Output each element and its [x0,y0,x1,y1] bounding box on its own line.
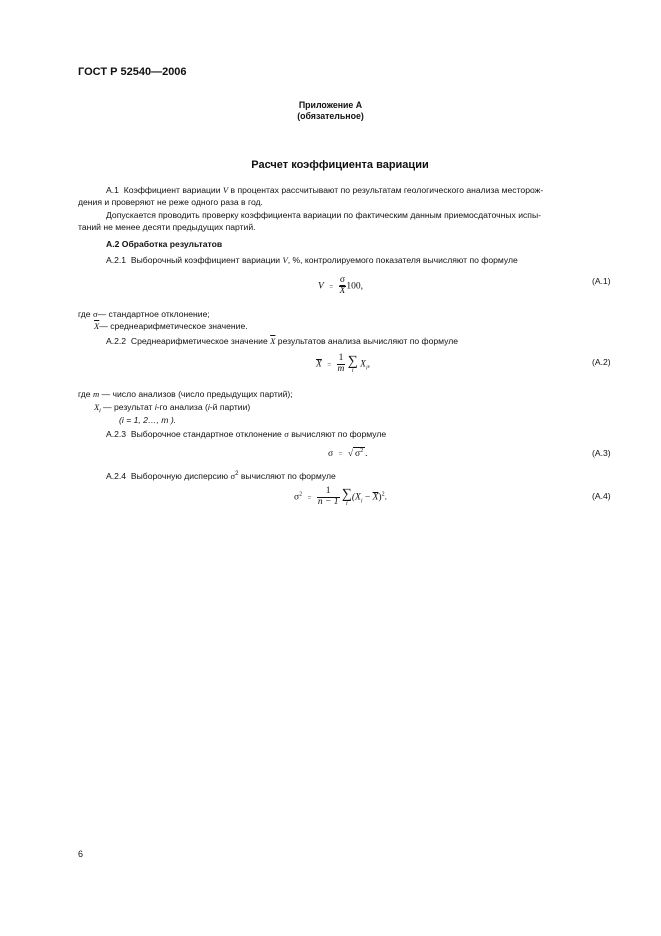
formula-tag-a3: (А.3) [592,448,611,458]
section-a2-heading: А.2 Обработка результатов [106,239,223,249]
text: — стандартное отклонение; [97,309,210,319]
symbol-i: i [207,402,210,412]
page-number: 6 [78,849,84,859]
symbol-sigma: σ [92,309,98,319]
formula-tail: 100, [346,281,363,292]
symbol-i: i [154,402,157,412]
symbol-index: i [99,408,101,415]
symbol-sigma: σ [355,449,361,460]
minus-sign: − [362,492,373,503]
radical-sign: √ [347,449,354,460]
where-m [78,389,293,400]
exponent: 2 [235,471,239,478]
text: где [78,309,93,319]
formula-lhs: $\overline{X}$ [316,359,322,370]
where-i-range: (i = 1, 2…, m ). [119,415,177,425]
text: вычисляют по формуле [238,471,336,481]
denominator: X [339,285,346,296]
term: X [360,359,366,370]
radicand [353,447,368,461]
clause-number: А.2.4 [106,471,127,481]
section-title: Расчет коэффициента вариации [251,159,429,171]
paragraph-allow-line2: таний не менее десяти предыдущих партий. [78,222,256,232]
equals-sign: = [327,360,332,369]
appendix-subtitle: (обязательное) [297,111,364,121]
text: в процентах рассчитывают по результатам геологического анализа месторож- [228,185,544,195]
paragraph-a1-line1 [106,185,543,196]
sum [348,355,358,374]
where-sigma [78,309,210,320]
paragraph-allow-line1: Допускается проводить проверку коэффициента вариации по фактическим данным приемосдаточных испы- [106,210,541,220]
formula-lhs: σ [328,449,334,460]
formula-tail: , [367,359,370,370]
symbol-sigma: σ [284,429,289,439]
text: Выборочный коэффициент вариации [130,255,283,265]
clause-number: А.2.2 [106,336,127,346]
sum-sign: ∑ [347,353,358,369]
fraction [337,354,346,375]
formula-tail: . [384,492,387,503]
paragraph-a1-line2: дения и проверяют не реже одного раза в год. [78,197,263,207]
sum-index: i [346,500,348,507]
exponent: 2 [299,491,303,498]
sum-sign: ∑ [341,486,352,502]
formula-a3 [328,447,368,461]
text: результатов анализа вычисляют по формуле [275,336,459,346]
equals-sign: = [338,450,343,459]
formula-a1 [318,276,363,297]
text: — число анализов (число предыдущих партий); [99,389,293,399]
term-close: ) [378,492,382,503]
fraction [317,487,340,508]
clause-number: А.2.1 [106,255,127,265]
text: — среднеарифметическое значение. [99,321,248,331]
formula-tail: . [365,449,368,460]
formula-lhs: σ [294,492,300,503]
denominator: m [337,363,345,374]
denominator: n − 1 [317,496,339,507]
symbol-x: X [94,402,100,412]
clause-number: А.1 [106,185,119,195]
sum-index: i [351,367,354,374]
text: где [78,389,93,399]
var-v: V [282,255,288,265]
equals-sign: = [329,282,334,291]
symbol-sigma: σ [230,471,236,481]
term-open: (X [351,492,361,503]
formula-tag-a4: (А.4) [592,491,611,501]
formula-a4 [294,487,387,508]
clause-number: А.2.3 [106,429,127,439]
symbol-xbar: $\overline{X}$ [372,492,379,503]
numerator: 1 [337,354,346,365]
formula-lhs: V [318,281,324,292]
text: Среднеарифметическое значение [130,336,271,346]
symbol-xbar: $\overline{X}$ [270,336,276,346]
formula-tag-a1: (А.1) [592,276,611,286]
where-xbar [94,321,248,332]
doc-id: ГОСТ Р 52540—2006 [78,66,187,78]
equals-sign: = [307,493,312,502]
formula-tag-a2: (А.2) [592,357,611,367]
text: Коэффициент вариации [123,185,223,195]
var-v: V [222,185,229,195]
exponent: 2 [360,448,364,454]
text: — результат [100,402,155,412]
text: -й партии) [209,402,251,412]
text: Выборочное стандартное отклонение [130,429,285,439]
numerator: σ [339,275,345,285]
text: Выборочную дисперсию [130,471,231,481]
paragraph-a23 [106,429,386,440]
symbol-m: m [92,389,100,399]
text: -го анализа ( [156,402,208,412]
text: , %, контролируемого показателя вычисляют по формуле [287,255,518,265]
symbol-xbar: $\overline{X}$ [94,321,100,331]
numerator: 1 [317,487,340,498]
appendix-title: Приложение А [298,100,363,110]
text: вычисляют по формуле [288,429,387,439]
sum [342,488,352,507]
term-index: i [365,365,368,372]
formula-a2 [316,354,370,375]
term-index: i [360,498,363,505]
paragraph-a24 [106,471,336,482]
paragraph-a21 [106,255,518,266]
paragraph-a22 [106,336,458,347]
exponent: 2 [381,491,385,498]
